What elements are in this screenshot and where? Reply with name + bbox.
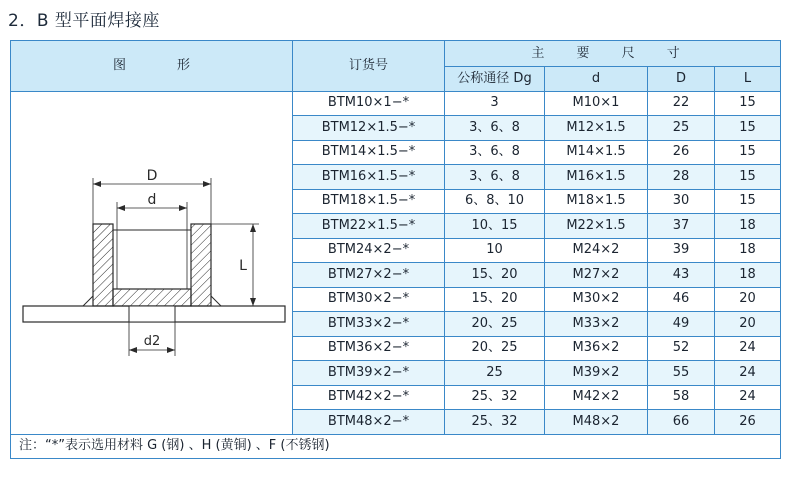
cell-d: M16×1.5 — [545, 165, 648, 190]
header-figure — [11, 41, 293, 92]
cell-L: 15 — [715, 165, 781, 190]
header-L: L — [715, 67, 781, 92]
spec-table-body — [11, 91, 781, 459]
cell-dg: 15、20 — [445, 263, 545, 288]
cell-d: M33×2 — [545, 312, 648, 337]
cell-order: BTM42×2−* — [293, 385, 445, 410]
dimension-label-L: L — [239, 257, 247, 274]
cell-order: BTM22×1.5−* — [293, 214, 445, 239]
dimension-label-d2: d2 — [143, 333, 161, 349]
header-D: D — [648, 67, 715, 92]
left-weld-shape — [83, 296, 93, 306]
cell-d: M10×1 — [545, 91, 648, 116]
cell-order: BTM14×1.5−* — [293, 140, 445, 165]
cell-dg: 25、32 — [445, 410, 545, 435]
cell-D: 58 — [648, 385, 715, 410]
header-figure-char-1: 图 — [112, 57, 126, 73]
cell-dg: 25、32 — [445, 385, 545, 410]
cell-D: 30 — [648, 189, 715, 214]
cell-L: 24 — [715, 361, 781, 386]
cell-D: 39 — [648, 238, 715, 263]
cell-order: BTM18×1.5−* — [293, 189, 445, 214]
cell-L: 15 — [715, 140, 781, 165]
header-d: d — [545, 67, 648, 92]
cell-D: 22 — [648, 91, 715, 116]
cell-d: M36×2 — [545, 336, 648, 361]
header-dg: 公称通径 Dg — [445, 67, 545, 92]
cell-dg: 3、6、8 — [445, 140, 545, 165]
cell-dg: 10、15 — [445, 214, 545, 239]
cell-dg: 20、25 — [445, 312, 545, 337]
cell-dg: 10 — [445, 238, 545, 263]
cell-dg: 25 — [445, 361, 545, 386]
cell-D: 37 — [648, 214, 715, 239]
cell-dg: 15、20 — [445, 287, 545, 312]
dimension-label-D: D — [146, 167, 158, 184]
cell-L: 24 — [715, 385, 781, 410]
technical-drawing-cell — [11, 91, 293, 434]
cell-D: 25 — [648, 116, 715, 141]
cell-dg: 6、8、10 — [445, 189, 545, 214]
header-figure-char-2: 形 — [176, 57, 190, 73]
cell-d: M30×2 — [545, 287, 648, 312]
cell-d: M18×1.5 — [545, 189, 648, 214]
header-main-dimensions: 主 要 尺 寸 — [445, 41, 781, 67]
cell-L: 15 — [715, 116, 781, 141]
page-title: 2．B 型平面焊接座 — [8, 11, 160, 31]
cell-L: 26 — [715, 410, 781, 435]
cell-D: 28 — [648, 165, 715, 190]
cell-L: 15 — [715, 189, 781, 214]
through-hole-shape — [129, 306, 175, 322]
right-wall-section — [191, 224, 211, 306]
cell-d: M39×2 — [545, 361, 648, 386]
cell-L: 24 — [715, 336, 781, 361]
cell-L: 18 — [715, 214, 781, 239]
cell-order: BTM48×2−* — [293, 410, 445, 435]
cell-order: BTM27×2−* — [293, 263, 445, 288]
cell-order: BTM16×1.5−* — [293, 165, 445, 190]
spec-table — [10, 40, 781, 459]
material-note: 注：“*”表示选用材料 G (钢) 、H (黄铜) 、F (不锈钢) — [11, 434, 781, 459]
table-row — [11, 91, 781, 116]
cell-L: 20 — [715, 287, 781, 312]
cell-L: 18 — [715, 238, 781, 263]
cell-L: 20 — [715, 312, 781, 337]
cell-D: 26 — [648, 140, 715, 165]
cell-L: 15 — [715, 91, 781, 116]
cell-dg: 3、6、8 — [445, 165, 545, 190]
cell-dg: 3 — [445, 91, 545, 116]
cell-D: 43 — [648, 263, 715, 288]
cell-D: 49 — [648, 312, 715, 337]
cell-order: BTM36×2−* — [293, 336, 445, 361]
spec-table-wrapper — [10, 40, 780, 459]
header-order-no: 订货号 — [293, 41, 445, 92]
cell-d: M42×2 — [545, 385, 648, 410]
weld-seat-drawing — [11, 94, 293, 424]
cell-D: 66 — [648, 410, 715, 435]
bottom-floor-section — [113, 289, 191, 306]
cell-dg: 3、6、8 — [445, 116, 545, 141]
cell-d: M12×1.5 — [545, 116, 648, 141]
cell-d: M22×1.5 — [545, 214, 648, 239]
dimension-label-d: d — [147, 191, 157, 208]
cell-order: BTM24×2−* — [293, 238, 445, 263]
cell-order: BTM39×2−* — [293, 361, 445, 386]
cell-d: M24×2 — [545, 238, 648, 263]
cell-D: 55 — [648, 361, 715, 386]
cell-D: 52 — [648, 336, 715, 361]
table-row-note — [11, 434, 781, 459]
cell-L: 18 — [715, 263, 781, 288]
cell-d: M48×2 — [545, 410, 648, 435]
cell-d: M14×1.5 — [545, 140, 648, 165]
cell-dg: 20、25 — [445, 336, 545, 361]
cell-order: BTM10×1−* — [293, 91, 445, 116]
cell-D: 46 — [648, 287, 715, 312]
cell-order: BTM30×2−* — [293, 287, 445, 312]
cell-order: BTM12×1.5−* — [293, 116, 445, 141]
right-weld-shape — [211, 296, 221, 306]
cell-order: BTM33×2−* — [293, 312, 445, 337]
left-wall-section — [93, 224, 113, 306]
cell-d: M27×2 — [545, 263, 648, 288]
